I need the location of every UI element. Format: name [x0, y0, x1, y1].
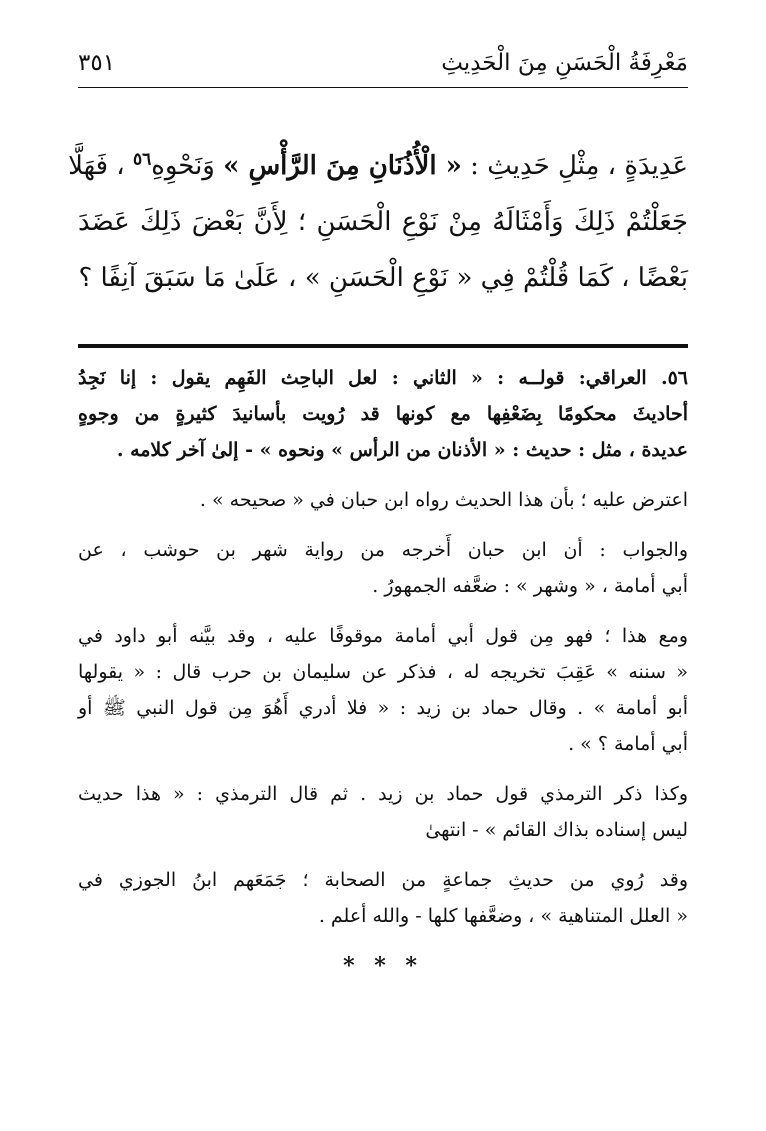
footnote-block [78, 360, 688, 984]
footnote-paragraph [78, 618, 688, 762]
main-text-segment: ، فَهَلَّا [68, 151, 133, 181]
footnote-line: عديدة ، مثل : حديث : « الأذنان من الرأس » ونحوه » - إلىٰ آخر كلامه . [116, 439, 688, 461]
page-number: ٣٥١ [78, 50, 116, 76]
footnote-reference[interactable]: ٥٦ [132, 149, 152, 170]
footnote-paragraph [78, 482, 688, 518]
footnote-label: ٥٦. العراقي: قولــه : « الثاني : [377, 367, 688, 389]
footnote-line: اعترض عليه ؛ بأن هذا الحديث رواه ابن حبان في « صحيحه » . [199, 489, 688, 511]
book-page [68, 40, 688, 984]
footnote-paragraph [78, 360, 688, 468]
footnote-line: وكذا ذكر الترمذي قول حماد بن زيد . ثم قال الترمذي : « هذا حديث [78, 783, 688, 805]
footnote-line: ليس إسناده بذاك القائم » - انتهىٰ [425, 819, 688, 841]
footnote-line [78, 360, 688, 396]
footnote-line: وقد رُوي من حديثِ جماعةٍ من الصحابة ؛ جَمَعَهم ابنُ الجوزي في [78, 869, 688, 891]
main-text-line [68, 138, 688, 194]
main-text-line: بَعْضًا ، كَمَا قُلْتُمْ فِي « نَوْعِ الْحَسَنِ » ، عَلَىٰ مَا سَبَقَ آنِفًا ؟ [78, 263, 688, 293]
footnote-line: أبي أمامة ، « وشهر » : ضعَّفه الجمهورُ . [372, 575, 688, 597]
footnote-separator [78, 344, 688, 348]
footnote-line: أبي أمامة ؟ » . [568, 733, 688, 755]
footnote-line: أحاديثَ محكومًا بِضَعْفِها مع كونها قد رُويت بأسانيدَ كثيرةٍ من وجوهٍ [78, 403, 688, 425]
footnote-line: « سننه » عَقِبَ تخريجه له ، فذكر عن سليمان بن حرب قال : « يقولها [78, 661, 688, 683]
section-ornament: * * * [343, 953, 423, 979]
hadith-quote: « الْأُذُنَانِ مِنَ الرَّأْسِ » [223, 151, 462, 181]
main-text-line: جَعَلْتُمْ ذَلِكَ وَأَمْثَالَهُ مِنْ نَوْعِ الْحَسَنِ ؛ لِأَنَّ بَعْضَ ذَلِكَ عَضَدَ [78, 207, 688, 237]
footnote-line: « العلل المتناهية » ، وضعَّفها كلها - والله أعلم . [318, 905, 688, 927]
page-header [78, 40, 688, 86]
footnote-paragraph [78, 532, 688, 604]
footnote-paragraph [78, 776, 688, 848]
footnote-line: والجواب : أن ابن حبان أَخرجه من رواية شهر بن حوشب ، عن [78, 539, 688, 561]
header-rule [78, 87, 688, 88]
footnote-line: أبو أمامة » . وقال حماد بن زيد : « فلا أدري أَهُوَ مِن قول النبي ﷺ أو [78, 697, 688, 719]
main-text [68, 138, 688, 306]
footnote-line: ومع هذا ؛ فهو مِن قول أبي أمامة موقوفًا عليه ، وقد بيَّنه أبو داود في [78, 625, 688, 647]
main-text-segment: عَدِيدَةٍ ، مِثْلِ حَدِيثِ : [461, 151, 688, 181]
running-title: مَعْرِفَةُ الْحَسَنِ مِنَ الْحَدِيثِ [441, 50, 688, 76]
main-text-segment: وَنَحْوِهِ [151, 151, 224, 181]
footnote-paragraph [78, 862, 688, 934]
footnote-text: لعل الباحِث الفَهِم يقول : إنا نَجِدُ [78, 367, 378, 389]
